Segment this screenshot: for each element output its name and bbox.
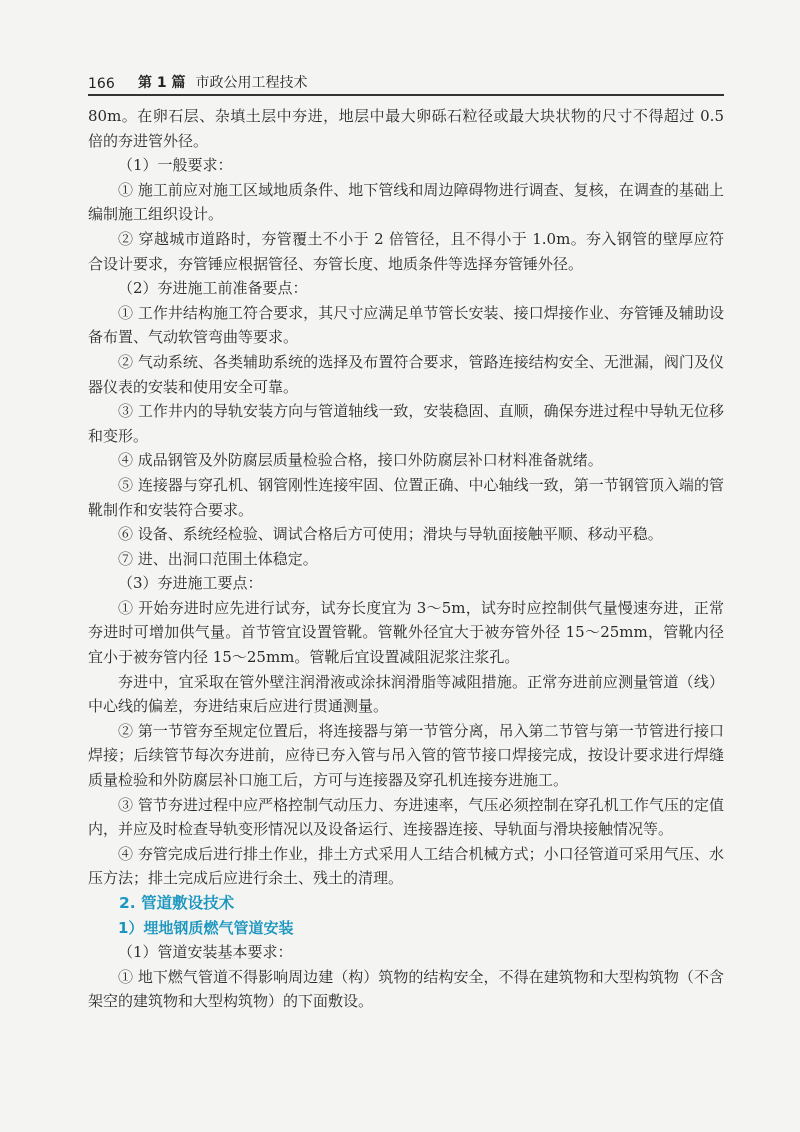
paragraph: 夯进中，宜采取在管外壁注润滑液或涂抹润滑脂等减阻措施。正常夯进前应测量管道（线）中心线的偏差，夯进结束后应进行贯通测量。: [88, 672, 724, 716]
page-number: 166: [88, 76, 115, 92]
paragraph: ④ 成品钢管及外防腐层质量检验合格，接口外防腐层补口材料准备就绪。: [118, 451, 603, 470]
subsection-heading: 1）埋地钢质燃气管道安装: [118, 918, 294, 937]
page-body: [88, 104, 724, 1014]
section-heading: 2. 管道敷设技术: [119, 894, 235, 912]
paragraph: ④ 夯管完成后进行排土作业，排土方式采用人工结合机械方式；小口径管道可采用气压、水压方法；排土完成后应进行余土、残土的清理。: [88, 844, 724, 888]
part-label: 第 1 篇: [138, 75, 186, 91]
paragraph: （1）一般要求：: [118, 156, 233, 175]
part-title: 市政公用工程技术: [195, 75, 308, 91]
paragraph: ① 施工前应对施工区域地质条件、地下管线和周边障碍物进行调查、复核，在调查的基础上编制施工组织设计。: [88, 180, 724, 224]
paragraph: ⑤ 连接器与穿孔机、钢管刚性连接牢固、位置正确、中心轴线一致，第一节钢管顶入端的管靴制作和安装符合要求。: [88, 475, 724, 519]
paragraph: ② 气动系统、各类辅助系统的选择及布置符合要求，管路连接结构安全、无泄漏，阀门及仪器仪表的安装和使用安全可靠。: [88, 352, 724, 396]
paragraph: 80m。在卵石层、杂填土层中夯进，地层中最大卵砾石粒径或最大块状物的尺寸不得超过 0.5 倍的夯进管外径。: [88, 107, 724, 150]
paragraph: ③ 管节夯进过程中应严格控制气动压力、夯进速率，气压必须控制在穿孔机工作气压的定值内，并应及时检查导轨变形情况以及设备运行、连接器连接、导轨面与滑块接触情况等。: [88, 795, 724, 839]
paragraph: （1）管道安装基本要求：: [118, 943, 293, 962]
paragraph: ⑦ 进、出洞口范围土体稳定。: [118, 549, 318, 568]
running-header: [88, 66, 724, 92]
paragraph: ② 穿越城市道路时，夯管覆土不小于 2 倍管径，且不得小于 1.0m。夯入钢管的壁厚应符合设计要求，夯管锤应根据管径、夯管长度、地质条件等选择夯管锤外径。: [88, 229, 724, 273]
paragraph: ① 开始夯进时应先进行试夯，试夯长度宜为 3～5m，试夯时应控制供气量慢速夯进，正常夯进时可增加供气量。首节管宜设置管靴。管靴外径宜大于被夯管外径 15～25mm，管靴内径宜小于被夯管内径 15～25mm。管靴后宜设置减阻泥浆注浆孔。: [88, 598, 724, 667]
paragraph: （2）夯进施工前准备要点：: [118, 279, 308, 298]
paragraph: ③ 工作井内的导轨安装方向与管道轴线一致，安装稳固、直顺，确保夯进过程中导轨无位移和变形。: [88, 402, 724, 445]
paragraph: ② 第一节管夯至规定位置后，将连接器与第一节管分离，吊入第二节管与第一节管进行接口焊接；后续管节每次夯进前，应待已夯入管与吊入管的管节接口焊接完成，按设计要求进行焊缝质量检验和外防腐层补口施工后，方可与连接器及穿孔机连接夯进施工。: [88, 721, 724, 790]
header-rule: [88, 94, 724, 96]
paragraph: ⑥ 设备、系统经检验、调试合格后方可使用；滑块与导轨面接触平顺、移动平稳。: [118, 525, 663, 544]
paragraph: ① 工作井结构施工符合要求，其尺寸应满足单节管长安装、接口焊接作业、夯管锤及辅助设备布置、气动软管弯曲等要求。: [88, 303, 724, 347]
paragraph: ① 地下燃气管道不得影响周边建（构）筑物的结构安全，不得在建筑物和大型构筑物（不含架空的建筑物和大型构筑物）的下面敷设。: [88, 967, 724, 1011]
paragraph: （3）夯进施工要点：: [118, 574, 263, 593]
